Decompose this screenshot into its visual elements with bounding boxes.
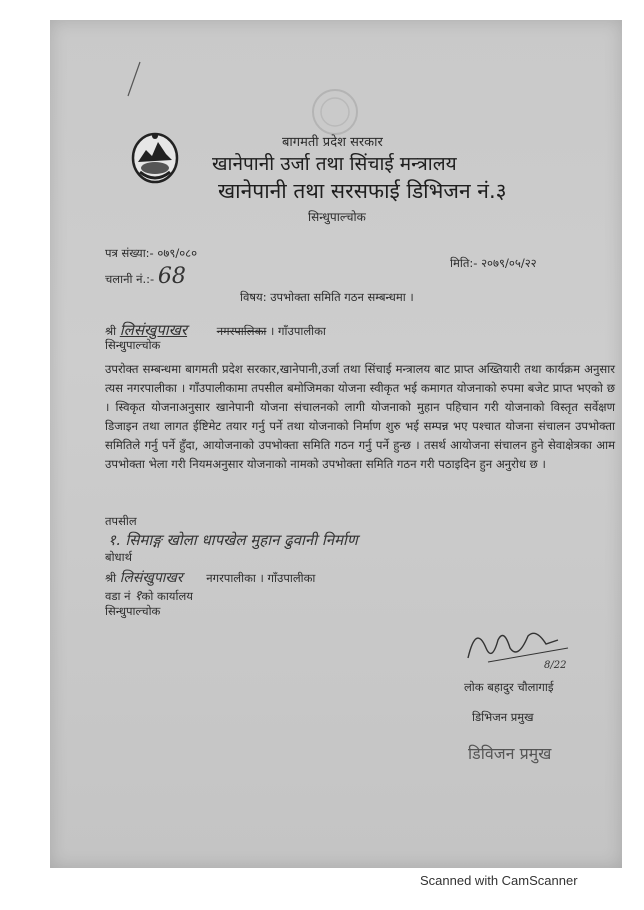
bodhartha-label: बोधार्थ bbox=[105, 550, 132, 564]
tapsil-label: तपसील bbox=[105, 514, 137, 528]
bodhartha-name: लिसंखुपाखर bbox=[119, 570, 183, 586]
bodhartha-district: सिन्धुपाल्चोक bbox=[105, 604, 161, 618]
letter-date bbox=[450, 256, 537, 271]
bodhartha-type: नगरपालीका । गाँउपालीका bbox=[206, 571, 316, 585]
pen-mark bbox=[120, 60, 150, 100]
date-label: मिति:- bbox=[450, 256, 478, 270]
header-division: खानेपानी तथा सरसफाई डिभिजन नं.३ bbox=[218, 179, 507, 203]
reference-number bbox=[105, 246, 197, 261]
bodhartha-addressee bbox=[105, 568, 315, 587]
subject-line: विषय: उपभोक्ता समिति गठन सम्बन्धमा । bbox=[240, 290, 414, 304]
bodhartha-prefix: श्री bbox=[105, 571, 117, 585]
addressee-district: सिन्धुपाल्चोक bbox=[105, 338, 161, 352]
ward-label: वडा नं bbox=[105, 589, 131, 603]
nepal-government-emblem-icon bbox=[130, 128, 180, 186]
signatory-name: लोक बहादुर चौलागाई bbox=[464, 680, 554, 694]
scanned-letter-page bbox=[50, 20, 622, 868]
chalani-label: चलानी नं.:- bbox=[105, 272, 155, 286]
letter-body: उपरोक्त सम्बन्धमा बागमती प्रदेश सरकार,खानेपानी,उर्जा तथा सिंचाई मन्त्रालय बाट प्राप्त अख्तियारी तथा कार्यक्रम अनुसार त्यस नगरपालीका । गाँउपालीकामा तपसील बमोजिमका योजना स्वीकृत भई कमागत योजनाको रुपमा बजेट प्राप्त भएको छ । स्विकृत योजनाअनुसार खानेपानी योजना संचालनको लागी योजनाको मुहान पहिचान गरी योजनाको विस्तृत सर्वेक्षण डिजाइन तथा लागत ईष्टिमेट तयार गर्नु पर्ने तथा योजनाको निर्माण शुरु भई सम्पन्न भए पश्चात योजना संचालन उपभोक्ता समितिले गर्नु पर्ने हुँदा, आयोजनाको उपभोक्ता समिति गठन गर्नु पर्ने हुन्छ । तसर्थ आयोजना संचालन हुने सेवाक्षेत्रका आम उपभोक्ता भेला गरी नियमअनुसार योजनाको नामको उपभोक्ता समिति गठन गरी पठाइदिन हुन अनुरोध छ । bbox=[105, 362, 615, 471]
addressee-type: । गाँउपालीका bbox=[270, 324, 326, 338]
header-district: सिन्धुपाल्चोक bbox=[308, 210, 366, 224]
chalani-number bbox=[105, 264, 186, 289]
date-value: २०७९/०५/२२ bbox=[481, 256, 537, 270]
ward-number: १ bbox=[134, 588, 142, 604]
handwritten-signature bbox=[458, 618, 578, 678]
addressee-prefix: श्री bbox=[105, 324, 117, 338]
header-ministry: खानेपानी उर्जा तथा सिंचाई मन्त्रालय bbox=[212, 153, 457, 175]
signature-date: 8/22 bbox=[544, 660, 567, 671]
ward-suffix: को कार्यालय bbox=[141, 589, 193, 603]
tapsil-item: १. सिमाङ्ग खोला धापखेल मुहान ढुवानी निर्माण bbox=[108, 531, 358, 549]
addressee-type-struck: नगरपालिका bbox=[216, 324, 267, 338]
header-province: बागमती प्रदेश सरकार bbox=[282, 135, 383, 150]
patra-label: पत्र संख्या:- bbox=[105, 246, 154, 260]
addressee-name: लिसंखुपाखर bbox=[119, 321, 188, 339]
signatory-title: डिभिजन प्रमुख bbox=[472, 710, 534, 724]
bodhartha-ward bbox=[105, 586, 193, 605]
official-stamp: डिविजन प्रमुख bbox=[468, 744, 552, 763]
chalani-value: 68 bbox=[157, 264, 186, 289]
camscanner-watermark: Scanned with CamScanner bbox=[420, 873, 578, 888]
patra-value: ०७९/०८० bbox=[157, 246, 198, 260]
addressee-line bbox=[105, 320, 326, 340]
